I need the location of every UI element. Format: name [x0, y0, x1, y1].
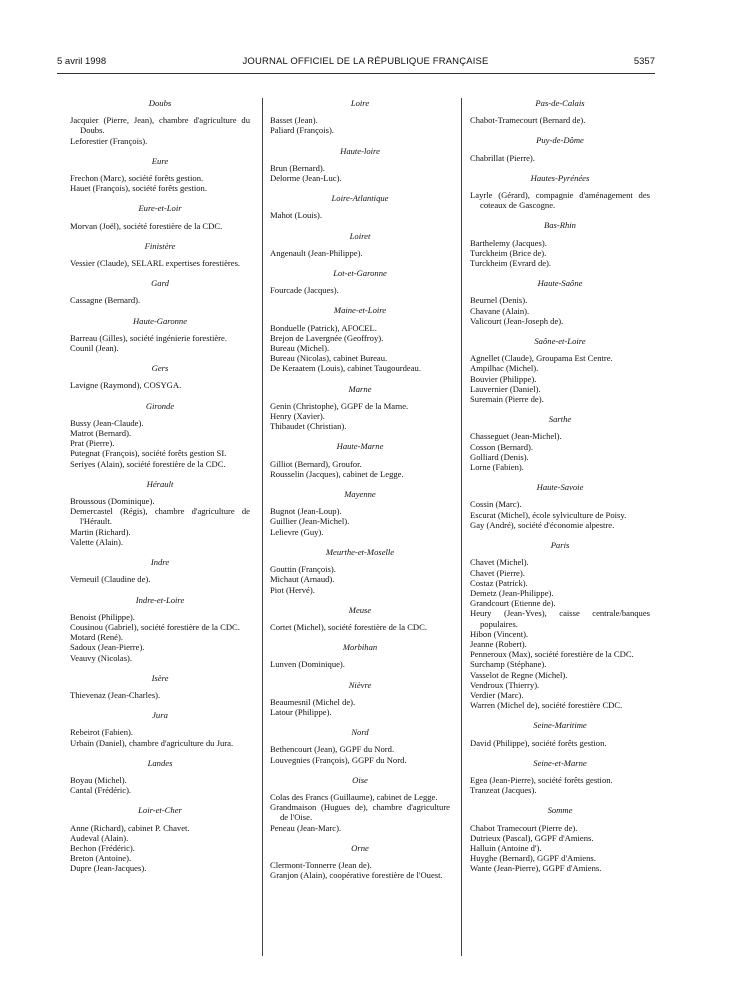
member-entry: Beaumesnil (Michel de).: [270, 696, 356, 707]
member-entry: Golliard (Denis).: [470, 451, 529, 462]
department-title: Pas-de-Calais: [535, 98, 585, 108]
member-entry: Hauet (François), société forêts gestion.: [70, 183, 207, 194]
department-section: [70, 278, 250, 305]
member-entry: Broussous (Dominique).: [70, 496, 155, 507]
department-section: [270, 547, 450, 595]
department-section: [270, 384, 450, 432]
member-entry: Frechon (Marc), société forêts gestion.: [70, 173, 204, 184]
member-entry: Gouttin (François).: [270, 564, 336, 575]
department-section: [270, 441, 450, 479]
member-entry: Vessier (Claude), SELARL expertises forestières.: [70, 258, 241, 269]
department-title: Puy-de-Dôme: [536, 135, 584, 146]
department-section: [270, 146, 450, 184]
member-entry: Cassagne (Bernard).: [70, 295, 141, 306]
column-divider: [262, 98, 263, 956]
member-entry: Penneroux (Max), société forestière de la CDC.: [470, 649, 634, 660]
member-entry: Lelievre (Guy).: [270, 526, 324, 537]
department-section: [70, 241, 250, 268]
member-entry: De Keraatem (Louis), cabinet Taugourdeau.: [270, 363, 421, 374]
member-entry: Gay (André), société d'économie alpestre.: [470, 519, 615, 530]
department-title: Finistère: [144, 240, 176, 251]
member-entry: Leforestier (François).: [70, 135, 148, 146]
member-entry: Tranzeat (Jacques).: [470, 785, 537, 796]
member-entry: Turckheim (Evrard de).: [470, 258, 552, 269]
member-entry: Agnellet (Claude), Groupama Est Centre.: [470, 353, 613, 364]
department-title: Nièvre: [348, 679, 372, 690]
member-entry: Lauvernier (Daniel).: [470, 383, 541, 394]
department-section: [470, 278, 650, 326]
member-entry: Piot (Hervé).: [270, 584, 315, 595]
member-entry: Thievenaz (Jean-Charles).: [70, 689, 161, 700]
member-entry: Veauvy (Nicolas).: [70, 652, 133, 663]
member-entry: Lavigne (Raymond), COSYGA.: [70, 380, 182, 391]
department-section: [270, 98, 450, 136]
member-entry: Valicourt (Jean-Joseph de).: [470, 315, 564, 326]
department-title: Hautes-Pyrénées: [530, 172, 590, 183]
department-title: Eure: [151, 155, 169, 166]
department-title: Marne: [348, 383, 372, 394]
department-section: [270, 305, 450, 373]
header-page-number: 5357: [633, 56, 655, 67]
member-entry: Granjon (Alain), coopérative forestière de l'Ouest.: [270, 870, 443, 881]
department-title: Paris: [550, 540, 570, 551]
department-section: [470, 720, 650, 747]
member-entry: Breton (Antoine).: [70, 853, 132, 864]
department-section: [470, 98, 650, 125]
department-title: Jura: [152, 710, 168, 721]
member-entry: Urbain (Daniel), chambre d'agriculture du Jura.: [70, 737, 234, 748]
department-section: [70, 98, 250, 146]
member-entry: Delorme (Jean-Luc).: [270, 173, 342, 184]
department-section: [70, 673, 250, 700]
department-section: [270, 231, 450, 258]
member-entry: Latour (Philippe).: [270, 706, 332, 717]
department-title: Meuse: [348, 604, 372, 615]
member-entry: Fourcade (Jacques).: [270, 285, 339, 296]
department-section: [70, 203, 250, 230]
department-section: [470, 758, 650, 796]
department-title: Gironde: [145, 400, 175, 411]
department-title: Maine-et-Loire: [333, 305, 387, 316]
department-title: Sarthe: [548, 414, 572, 425]
page-header: [0, 56, 731, 70]
member-entry: Cortet (Michel), société forestière de la CDC.: [270, 621, 428, 632]
column-1: [70, 98, 250, 884]
member-entry: Cousinou (Gabriel), société forestière de la CDC.: [70, 621, 240, 632]
member-entry: Lunven (Dominique).: [270, 659, 345, 670]
department-title: Saône-et-Loire: [534, 336, 586, 347]
member-entry: Chavet (Michel).: [470, 557, 529, 568]
member-entry: Grandmaison (Hugues de), chambre d'agriculture de l'Oise.: [270, 802, 450, 823]
member-entry: Morvan (Joël), société forestière de la CDC.: [70, 220, 223, 231]
member-entry: Clermont-Tonnerre (Jean de).: [270, 859, 372, 870]
member-entry: Escurat (Michel), école sylviculture de Poisy.: [470, 509, 627, 520]
member-entry: Martin (Richard).: [70, 526, 131, 537]
header-title: JOURNAL OFFICIEL DE LA RÉPUBLIQUE FRANÇAISE: [242, 56, 489, 67]
department-title: Haute-Marne: [336, 441, 384, 452]
member-entry: Suremain (Pierre de).: [470, 394, 544, 405]
department-title: Loire-Atlantique: [331, 193, 389, 204]
department-title: Indre: [150, 557, 170, 568]
member-entry: Boyau (Michel).: [70, 774, 127, 785]
column-2: [270, 98, 450, 890]
member-entry: Colas des Francs (Guillaume), cabinet de Legge.: [270, 791, 438, 802]
department-section: [470, 336, 650, 404]
member-entry: Jacquier (Pierre, Jean), chambre d'agriculture du Doubs.: [70, 115, 250, 136]
department-title: Loiret: [349, 230, 371, 241]
member-entry: Layrle (Gérard), compagnie d'aménagement des coteaux de Gascogne.: [470, 190, 650, 211]
member-entry: Verdier (Marc).: [470, 689, 524, 700]
member-entry: Bussy (Jean-Claude).: [70, 417, 144, 428]
member-entry: Louvegnies (François), GGPF du Nord.: [270, 754, 407, 765]
department-section: [70, 363, 250, 390]
department-section: [70, 595, 250, 663]
department-section: [470, 220, 650, 268]
department-title: Hérault: [146, 478, 174, 489]
member-entry: Chavet (Pierre).: [470, 567, 525, 578]
member-entry: Barreau (Gilles), société ingénierie forestière.: [70, 332, 227, 343]
member-entry: Motard (René).: [70, 632, 123, 643]
member-entry: Cossin (Marc).: [470, 499, 522, 510]
department-section: [470, 135, 650, 162]
department-title: Isère: [151, 672, 169, 683]
member-entry: Audeval (Alain).: [70, 832, 129, 843]
member-entry: Putegnat (François), société forêts gestion SI.: [70, 448, 227, 459]
department-section: [270, 642, 450, 669]
member-entry: Sadoux (Jean-Pierre).: [70, 642, 145, 653]
member-entry: Heury (Jean-Yves), caisse centrale/banques populaires.: [470, 608, 650, 629]
member-entry: Basset (Jean).: [270, 115, 318, 126]
member-entry: Warren (Michel de), société forestière CDC.: [470, 700, 623, 711]
column-3: [470, 98, 650, 884]
member-entry: Bethencourt (Jean), GGPF du Nord.: [270, 744, 395, 755]
member-entry: Henry (Xavier).: [270, 411, 325, 422]
member-entry: Turckheim (Brice de).: [470, 247, 547, 258]
member-entry: Beurnel (Denis).: [470, 295, 528, 306]
member-entry: Peneau (Jean-Marc).: [270, 822, 342, 833]
member-entry: Seriyes (Alain), société forestière de la CDC.: [70, 458, 226, 469]
department-title: Haute-Garonne: [132, 315, 188, 326]
header-date: 5 avril 1998: [57, 56, 107, 67]
department-title: Mayenne: [344, 489, 376, 500]
department-section: [270, 843, 450, 881]
member-entry: David (Philippe), société forêts gestion.: [470, 737, 607, 748]
department-title: Gard: [151, 278, 169, 289]
member-entry: Bureau (Nicolas), cabinet Bureau.: [270, 353, 388, 364]
member-entry: Barthelemy (Jacques).: [470, 237, 547, 248]
member-entry: Bureau (Michel).: [270, 343, 330, 354]
member-entry: Benoist (Philippe).: [70, 611, 135, 622]
department-title: Haute-loire: [340, 145, 380, 156]
department-section: [470, 482, 650, 530]
department-section: [470, 173, 650, 211]
department-title: Seine-et-Marne: [533, 757, 587, 768]
department-title: Loir-et-Cher: [138, 805, 182, 816]
department-section: [70, 557, 250, 584]
department-section: [70, 805, 250, 873]
member-entry: Cantal (Frédéric).: [70, 785, 132, 796]
member-entry: Dupre (Jean-Jacques).: [70, 863, 147, 874]
member-entry: Bouvier (Philippe).: [470, 373, 537, 384]
department-title: Eure-et-Loir: [138, 203, 182, 214]
department-section: [70, 316, 250, 354]
member-entry: Dutrieux (Pascal), GGPF d'Amiens.: [470, 832, 594, 843]
department-section: [270, 775, 450, 833]
department-title: Haute-Savoie: [536, 482, 584, 493]
member-entry: Surchamp (Stéphane).: [470, 659, 547, 670]
department-title: Indre-et-Loire: [135, 594, 185, 605]
member-entry: Demercastel (Régis), chambre d'agriculture de l'Hérault.: [70, 506, 250, 527]
department-title: Orne: [351, 842, 369, 853]
member-entry: Vendroux (Thierry).: [470, 679, 540, 690]
department-title: Meurthe-et-Moselle: [325, 546, 395, 557]
department-title: Landes: [147, 757, 173, 768]
member-entry: Lorne (Fabien).: [470, 462, 524, 473]
member-entry: Bonduelle (Patrick), AFOCEL.: [270, 322, 377, 333]
member-entry: Rousselin (Jacques), cabinet de Legge.: [270, 468, 404, 479]
member-entry: Jeanne (Robert).: [470, 638, 527, 649]
member-entry: Valette (Alain).: [70, 536, 123, 547]
member-entry: Rebeirot (Fabien).: [70, 727, 134, 738]
member-entry: Grandcourt (Etienne de).: [470, 598, 556, 609]
member-entry: Michaut (Arnaud).: [270, 574, 335, 585]
member-entry: Ampilhac (Michel).: [470, 363, 539, 374]
member-entry: Bugnot (Jean-Loup).: [270, 506, 342, 517]
member-entry: Counil (Jean).: [70, 343, 119, 354]
department-title: Lot-et-Garonne: [333, 268, 387, 279]
member-entry: Anne (Richard), cabinet P. Chavet.: [70, 822, 190, 833]
department-title: Haute-Saône: [537, 278, 583, 289]
member-entry: Hibon (Vincent).: [470, 628, 529, 639]
member-entry: Paliard (François).: [270, 125, 334, 136]
member-entry: Genin (Christophe), GGPF de la Marne.: [270, 400, 409, 411]
member-entry: Verneuil (Claudine de).: [70, 574, 151, 585]
department-section: [270, 268, 450, 295]
member-entry: Prat (Pierre).: [70, 438, 115, 449]
member-entry: Vasselot de Regne (Michel).: [470, 669, 568, 680]
member-entry: Bechon (Frédéric).: [70, 842, 135, 853]
department-title: Somme: [547, 805, 573, 816]
department-section: [470, 414, 650, 472]
member-entry: Wante (Jean-Pierre), GGPF d'Amiens.: [470, 863, 602, 874]
member-entry: Thibaudet (Christian).: [270, 421, 347, 432]
column-divider: [461, 98, 462, 956]
department-section: [70, 710, 250, 748]
department-title: Gers: [151, 363, 169, 374]
department-section: [70, 479, 250, 547]
department-section: [70, 758, 250, 796]
member-entry: Brejon de Lavergnée (Geoffroy).: [270, 332, 384, 343]
department-section: [270, 193, 450, 220]
member-entry: Gilliot (Bernard), Groufor.: [270, 458, 362, 469]
member-entry: Chasseguet (Jean-Michel).: [470, 431, 562, 442]
member-entry: Mahot (Louis).: [270, 210, 323, 221]
member-entry: Demetz (Jean-Philippe).: [470, 587, 554, 598]
member-entry: Cosson (Bernard).: [470, 441, 534, 452]
member-entry: Huyghe (Bernard), GGPF d'Amiens.: [470, 853, 596, 864]
department-section: [470, 540, 650, 710]
department-section: [70, 156, 250, 194]
member-entry: Halluin (Antoine d').: [470, 842, 542, 853]
department-section: [270, 680, 450, 718]
member-entry: Matrot (Bernard).: [70, 428, 132, 439]
member-entry: Guillier (Jean-Michel).: [270, 516, 350, 527]
department-section: [470, 805, 650, 873]
member-entry: Angenault (Jean-Philippe).: [270, 247, 363, 258]
department-section: [270, 727, 450, 765]
member-entry: Chabot-Tramecourt (Bernard de).: [470, 115, 586, 126]
department-title: Bas-Rhin: [544, 220, 576, 231]
department-section: [70, 401, 250, 469]
department-title: Morbihan: [342, 642, 378, 653]
member-entry: Costaz (Patrick).: [470, 577, 528, 588]
department-title: Oise: [352, 774, 368, 785]
department-title: Nord: [351, 727, 369, 738]
member-entry: Brun (Bernard).: [270, 162, 325, 173]
department-section: [270, 605, 450, 632]
member-entry: Egea (Jean-Pierre), société forêts gestion.: [470, 774, 613, 785]
department-title: Seine-Maritime: [533, 720, 587, 731]
header-rule: [57, 73, 655, 74]
member-entry: Chavane (Alain).: [470, 305, 530, 316]
member-entry: Chabrillat (Pierre).: [470, 152, 535, 163]
department-title: Loire: [350, 98, 370, 108]
member-entry: Chabot Tramecourt (Pierre de).: [470, 822, 578, 833]
department-section: [270, 489, 450, 537]
department-title: Doubs: [148, 98, 172, 108]
